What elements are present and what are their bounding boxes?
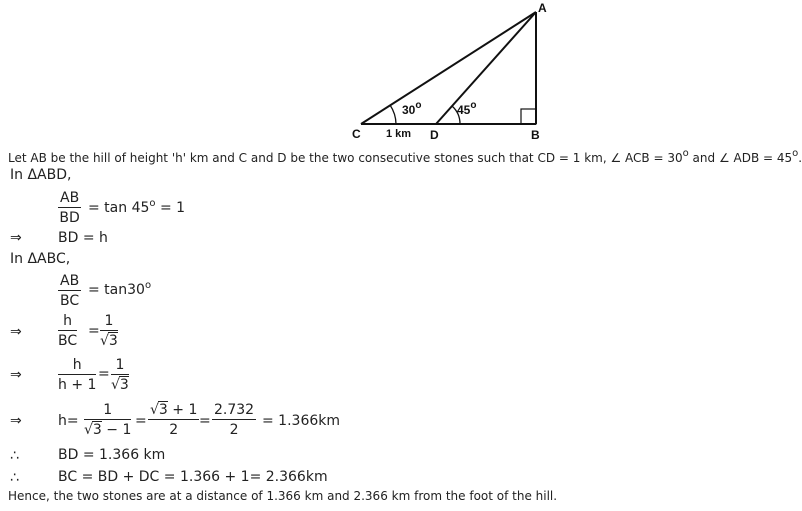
eq6-f2-denominator: 2 [169, 422, 179, 438]
eq4-right-fraction [100, 314, 118, 348]
eq1-denominator: BD [59, 210, 80, 226]
eq6-fraction-2 [148, 403, 199, 437]
eq6-fraction-3 [212, 403, 256, 437]
implies-symbol-3: ⇒ [10, 367, 22, 383]
eq3-denominator: BC [60, 293, 80, 309]
eq6-f1-numerator: 1 [84, 403, 131, 420]
vertex-d-label: D [430, 128, 439, 142]
eq6-fraction-1 [84, 403, 131, 437]
eq6-result: = 1.366km [262, 413, 341, 429]
eq2-text: BD = h [58, 230, 108, 246]
right-angle-marker [521, 109, 536, 124]
eq6-h: h= [58, 413, 79, 429]
side-ad [436, 12, 536, 124]
vertex-b-label: B [531, 128, 540, 142]
eq4-right-denominator: √3 [100, 333, 118, 349]
eq1-rhs: = $\tan 45^o = 1$ [88, 198, 186, 216]
eq4-left-fraction [58, 314, 77, 348]
eq3-numerator: AB [60, 273, 80, 289]
in-abc-label: In ΔABC, [10, 251, 71, 267]
eq4-right-numerator: 1 [100, 314, 118, 331]
eq5-numerator: h [58, 358, 96, 375]
eq5-equals: = [98, 366, 110, 382]
eq1-numerator: AB [60, 190, 80, 206]
eq6-f2-numerator: √3 + 1 [150, 402, 198, 418]
eq5-right-fraction [111, 358, 129, 392]
eq7-text: BD = 1.366 km [58, 447, 166, 463]
eq6-f3-denominator: 2 [229, 422, 239, 438]
eq4-equals: = [88, 323, 100, 339]
implies-symbol-2: ⇒ [10, 324, 22, 340]
eq6-equals-2: = [199, 413, 211, 429]
intro-text: Let AB be the hill of height 'h' km and C and D be the two consecutive stones such that CD = 1 km, ∠ ACB = $30^o$ and ∠ ADB = $45^o$. [8, 148, 802, 165]
eq1-fraction [58, 191, 81, 225]
eq5-right-numerator: 1 [111, 358, 129, 375]
angle-arc-c [390, 105, 396, 124]
eq6-equals-1: = [135, 413, 147, 429]
therefore-symbol-2: ∴ [10, 470, 19, 486]
eq5-left-fraction [58, 358, 96, 392]
vertex-c-label: C [352, 127, 361, 141]
angle-c-label: 30$^o$ [402, 100, 422, 117]
vertex-a-label: A [538, 1, 547, 15]
eq8-text: BC = BD + DC = 1.366 + 1= 2.366km [58, 469, 328, 485]
eq5-denominator: h + 1 [58, 377, 97, 393]
implies-symbol-4: ⇒ [10, 413, 22, 429]
eq3-fraction [58, 274, 81, 308]
eq6-f1-denominator: √3 − 1 [84, 422, 132, 438]
implies-symbol-1: ⇒ [10, 230, 22, 246]
side-ac [361, 12, 536, 124]
conclusion-text: Hence, the two stones are at a distance of 1.366 km and 2.366 km from the foot of the hill. [8, 489, 558, 503]
therefore-symbol-1: ∴ [10, 448, 19, 464]
in-abd-label: In ΔABD, [10, 167, 72, 183]
angle-d-label: 45$^o$ [457, 100, 477, 117]
eq4-denominator: BC [58, 333, 78, 349]
cd-length-label: 1 km [386, 128, 412, 140]
eq4-numerator: h [58, 314, 77, 331]
eq5-right-denominator: √3 [111, 377, 129, 393]
eq6-f3-numerator: 2.732 [214, 402, 255, 418]
eq3-rhs: = $\tan 30^o$ [88, 280, 152, 298]
